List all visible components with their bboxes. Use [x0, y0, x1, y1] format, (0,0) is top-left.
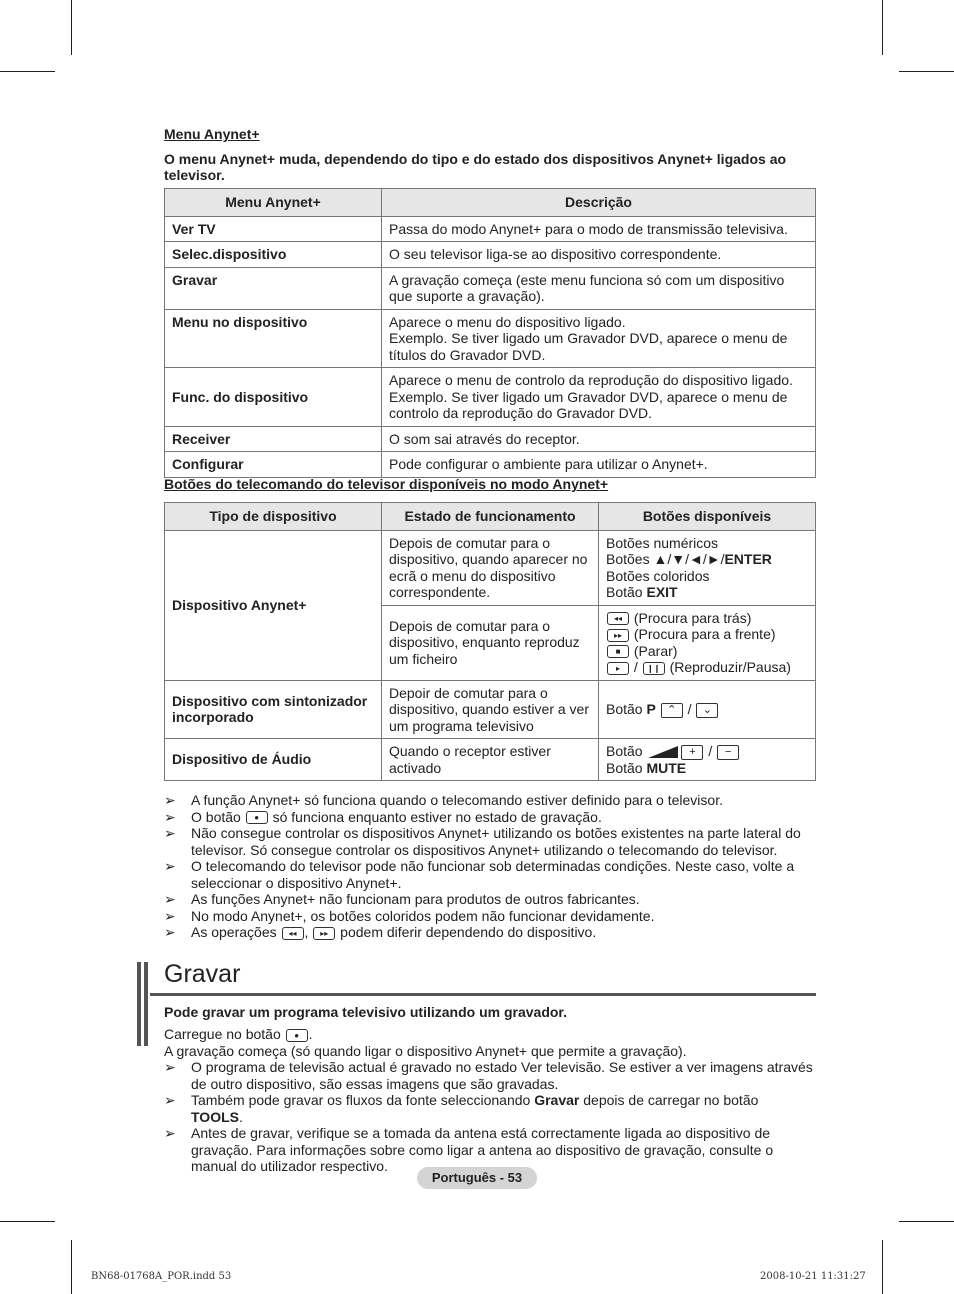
menu-cell: Gravar: [165, 267, 382, 309]
list-item: [164, 825, 814, 858]
column-header: Tipo de dispositivo: [165, 503, 382, 531]
channel-up-icon: ⌃: [661, 703, 683, 718]
desc-cell: Pode configurar o ambiente para utilizar o Anynet+.: [382, 452, 816, 478]
buttons-cell: ◂◂ (Procura para trás) ▸▸ (Procura para a frente) ■ (Parar) ▸ / ❙❙ (Reproduzir/Pausa): [599, 605, 816, 680]
p-label: P: [646, 700, 656, 717]
state-cell: Depois de comutar para o dispositivo, quando aparecer no ecrã o menu do dispositivo correspondente.: [382, 530, 599, 605]
desc-cell: O seu televisor liga-se ao dispositivo correspondente.: [382, 242, 816, 268]
list-item: ➢ As operações ◂◂ , ▸▸ podem diferir dependendo do dispositivo.: [164, 924, 597, 940]
exit-prefix: Botão: [606, 584, 647, 600]
arrow-icon: ➢: [164, 792, 176, 808]
pause-icon: ❙❙: [643, 662, 665, 675]
menu-cell: Menu no dispositivo: [165, 309, 382, 368]
table-row: [165, 530, 816, 605]
column-header: Descrição: [382, 189, 816, 217]
p-prefix: Botão: [606, 700, 647, 717]
table-row: [165, 739, 816, 781]
list-item: [164, 908, 814, 925]
crop-mark: [0, 1221, 55, 1222]
color-buttons: Botões coloridos: [606, 567, 710, 584]
table-row: [165, 309, 816, 368]
note-text: só funciona enquanto estiver no estado de gravação.: [272, 808, 602, 825]
crop-mark: [0, 71, 55, 72]
stop-icon: ■: [607, 645, 629, 658]
volume-down-icon: −: [717, 745, 739, 760]
device-cell: Dispositivo com sintonizador incorporado: [165, 680, 382, 739]
rewind-label: (Procura para trás): [633, 609, 752, 626]
anynet-menu-title: Menu Anynet+: [164, 126, 260, 142]
section-rule: [150, 993, 816, 996]
note-label: As operações: [191, 924, 277, 940]
exit-button: [606, 584, 808, 601]
menu-cell: Func. do dispositivo: [165, 368, 382, 427]
note-text: O telecomando do televisor pode não funcionar sob determinadas condições. Neste caso, volte a seleccionar o dispositivo Anynet+.: [191, 858, 795, 891]
record-icon: ●: [286, 1029, 308, 1042]
crop-mark: [71, 0, 72, 55]
note-text: Também pode gravar os fluxos da fonte seleccionando: [191, 1092, 535, 1108]
volume-icon: [648, 746, 678, 758]
fast-forward-icon: ▸▸: [313, 927, 335, 940]
desc-cell: O som sai através do receptor.: [382, 426, 816, 452]
mute-prefix: Botão: [606, 759, 647, 776]
crop-mark: [882, 0, 883, 55]
page-number: Português - 53: [417, 1167, 537, 1189]
state-cell: Depois de comutar para o dispositivo, enquanto reproduz um ficheiro: [382, 605, 599, 680]
enter-label: ENTER: [724, 551, 772, 567]
arrow-icon: ➢: [164, 808, 176, 825]
table-row: [165, 426, 816, 452]
press-text: Carregue no botão: [164, 1026, 281, 1042]
table-row: [165, 368, 816, 427]
buttons-cell: Botão + / − Botão MUTE: [599, 739, 816, 781]
desc-cell: Aparece o menu de controlo da reprodução do dispositivo ligado. Exemplo. Se tiver ligado um Gravador DVD, aparece o menu de controlo da reprodução do Gravador DVD.: [382, 368, 816, 427]
record-icon: ●: [246, 811, 268, 824]
gravar-body: Carregue no botão ● . A gravação começa (só quando ligar o dispositivo Anynet+ que permite a gravação). ➢ O programa de televisão actual é gravado no estado Ver televisão. Se estiver a ver imagens através de outro dispositivo, são essas imagens que são gravadas. ➢ Também pode gravar os fluxos da fonte seleccionando Gravar depois de carregar no botão TOOLS. ➢ Antes de gravar, verifique se a tomada da antena está correctamente ligada ao dispositivo de gravação. Para informações sobre como ligar a antena ao dispositivo de gravação, consulte o manual do utilizador respectivo.: [164, 1026, 813, 1174]
menu-cell: Selec.dispositivo: [165, 242, 382, 268]
crop-mark: [71, 1240, 72, 1294]
note-text: podem diferir dependendo do dispositivo.: [340, 924, 597, 940]
arrow-icon: ➢: [164, 1092, 176, 1108]
date-slug: 2008-10-21 11:31:27: [760, 1271, 866, 1282]
file-slug: BN68-01768A_POR.indd 53: [91, 1271, 232, 1282]
list-item: [164, 891, 814, 908]
note-text: No modo Anynet+, os botões coloridos podem não funcionar devidamente.: [191, 907, 655, 924]
desc-cell: Passa do modo Anynet+ para o modo de transmissão televisiva.: [382, 216, 816, 242]
buttons-cell: [599, 530, 816, 605]
list-item: [164, 1059, 814, 1092]
crop-mark: [899, 71, 954, 72]
arrow-icon: ➢: [164, 858, 176, 874]
stop-label: (Parar): [633, 642, 678, 659]
gravar-title: Gravar: [164, 960, 241, 988]
table-row: [165, 267, 816, 309]
rewind-icon: ◂◂: [282, 927, 304, 940]
menu-cell: Ver TV: [165, 216, 382, 242]
gravar-intro: Pode gravar um programa televisivo utilizando um gravador.: [164, 1004, 567, 1020]
menu-cell: Configurar: [165, 452, 382, 478]
crop-mark: [899, 1221, 954, 1222]
list-item: [164, 809, 814, 826]
note-text: Não consegue controlar os dispositivos Anynet+ utilizando os botões existentes na parte lateral do televisor. Só consegue controlar os dispositivos Anynet+ utilizando o telecomando do televisor.: [191, 825, 801, 858]
channel-down-icon: ⌄: [696, 703, 718, 718]
note-text: As funções Anynet+ não funcionam para produtos de outros fabricantes.: [191, 891, 640, 907]
numeric-buttons: Botões numéricos: [606, 534, 719, 551]
note-text: depois de carregar no botão: [579, 1092, 759, 1108]
playpause-label: (Reproduzir/Pausa): [669, 659, 791, 675]
play-icon: ▸: [607, 662, 629, 675]
desc-cell: A gravação começa (este menu funciona só com um dispositivo que suporte a gravação).: [382, 267, 816, 309]
volume-up-icon: +: [681, 745, 703, 760]
column-header: Menu Anynet+: [165, 189, 382, 217]
arrow-buttons: [606, 551, 808, 568]
tools-bold: TOOLS: [191, 1108, 239, 1125]
crop-mark: [882, 1240, 883, 1294]
rewind-icon: ◂◂: [607, 612, 629, 625]
table-row: [165, 216, 816, 242]
state-cell: Depoir de comutar para o dispositivo, quando estiver a ver um programa televisivo: [382, 680, 599, 739]
ff-label: (Procura para a frente): [633, 626, 776, 642]
arrow-icon: ➢: [164, 1059, 176, 1075]
note-label: O botão: [191, 808, 241, 825]
table-row: [165, 680, 816, 739]
list-item: [164, 858, 814, 891]
table-row: [165, 242, 816, 268]
exit-label: EXIT: [646, 584, 678, 600]
section-bar: [144, 962, 148, 1046]
list-item: ➢ Também pode gravar os fluxos da fonte seleccionando Gravar depois de carregar no botão TOOLS.: [164, 1092, 759, 1125]
starts-text: A gravação começa (só quando ligar o dispositivo Anynet+ que permite a gravação).: [164, 1042, 687, 1059]
list-item: [164, 792, 814, 809]
column-header: Botões disponíveis: [599, 503, 816, 531]
remote-buttons-table: [164, 502, 816, 781]
fast-forward-icon: ▸▸: [607, 629, 629, 642]
notes-list: [164, 792, 814, 941]
arrow-icon: ➢: [164, 907, 176, 924]
anynet-menu-table: [164, 188, 816, 478]
column-header: Estado de funcionamento: [382, 503, 599, 531]
section-bar: [137, 962, 141, 1046]
remote-buttons-title: Botões do telecomando do televisor disponíveis no modo Anynet+: [164, 476, 609, 492]
arrow-icon: ➢: [164, 891, 176, 907]
note-text: O programa de televisão actual é gravado no estado Ver televisão. Se estiver a ver imagens através de outro dispositivo, são essas imagens que são gravadas.: [191, 1059, 813, 1092]
arrow-icon: ➢: [164, 1125, 176, 1141]
volume-prefix: Botão: [606, 743, 643, 759]
device-cell: Dispositivo de Áudio: [165, 739, 382, 781]
mute-label: MUTE: [646, 759, 687, 776]
arrow-buttons-label: Botões ▲/▼/◄/►/: [606, 551, 725, 567]
anynet-menu-intro: O menu Anynet+ muda, dependendo do tipo e do estado dos dispositivos Anynet+ ligados ao televisor.: [164, 151, 787, 183]
desc-cell: Aparece o menu do dispositivo ligado. Exemplo. Se tiver ligado um Gravador DVD, aparece o menu de títulos do Gravador DVD.: [382, 309, 816, 368]
buttons-cell: Botão P ⌃ / ⌄: [599, 680, 816, 739]
note-text: Antes de gravar, verifique se a tomada da antena está correctamente ligada ao dispositivo de gravação. Para informações sobre como ligar a antena ao dispositivo de gravação, consulte o manual do utilizador respectivo.: [191, 1125, 774, 1174]
device-cell: Dispositivo Anynet+: [165, 530, 382, 680]
arrow-icon: ➢: [164, 924, 176, 940]
gravar-bold: Gravar: [534, 1092, 580, 1108]
table-row: [165, 452, 816, 478]
state-cell: Quando o receptor estiver activado: [382, 739, 599, 781]
menu-cell: Receiver: [165, 426, 382, 452]
arrow-icon: ➢: [164, 825, 176, 841]
note-text: A função Anynet+ só funciona quando o telecomando estiver definido para o televisor.: [191, 792, 723, 808]
